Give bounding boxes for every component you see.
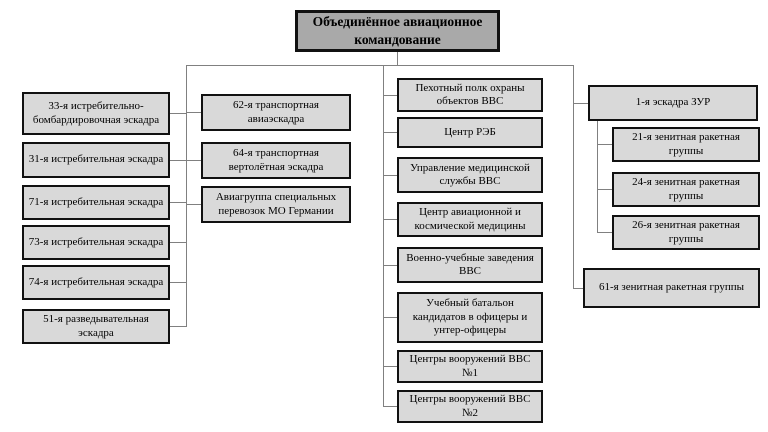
node-weapons-center-2 <box>397 390 543 423</box>
node-64-transport-helicopter-squadron <box>201 142 351 179</box>
connector-stub <box>383 366 397 367</box>
connector-stub <box>597 144 612 145</box>
connector-stub <box>573 288 583 289</box>
connector-stub <box>383 317 397 318</box>
connector-spine-left <box>186 65 187 327</box>
node-label: Пехотный полк охраны объектов ВВС <box>415 81 525 107</box>
connector-spine-middle <box>383 65 384 407</box>
node-62-transport-squadron <box>201 94 351 131</box>
node-label: 33-я истребительно-бомбардировочная эскадра <box>32 100 160 126</box>
node-label: 73-я истребительная эскадра <box>28 235 164 248</box>
connector-stub <box>383 95 397 96</box>
node-label: 21-я зенитная ракетная группы <box>632 131 740 157</box>
node-label: 64-я транспортная вертолётная эскадра <box>228 147 324 173</box>
connector-stub <box>186 160 201 161</box>
node-label: 26-я зенитная ракетная группы <box>632 219 740 245</box>
node-medical-service-directorate <box>397 157 543 193</box>
connector-stub <box>383 132 397 133</box>
node-joint-aviation-command <box>295 10 500 52</box>
node-label: 1-я эскадра ЗУР <box>635 96 711 109</box>
node-special-transport-group <box>201 186 351 223</box>
connector-stub <box>597 232 612 233</box>
connector-stub <box>597 189 612 190</box>
node-label: Центры вооружений ВВС №1 <box>409 353 531 379</box>
node-label: Центры вооружений ВВС №2 <box>409 393 531 419</box>
connector-stub <box>170 282 186 283</box>
connector-stub <box>573 103 588 104</box>
node-1-sam-squadron <box>588 85 758 121</box>
node-31-fighter-squadron <box>22 142 170 178</box>
node-label: 51-я разведывательная эскадра <box>43 313 149 339</box>
connector-spine-sam <box>597 121 598 233</box>
node-infantry-guard-regiment <box>397 78 543 112</box>
node-label: Объединённое авиационное командование <box>312 13 483 47</box>
node-label: Центр авиационной и космической медицины <box>414 206 526 232</box>
node-74-fighter-squadron <box>22 265 170 300</box>
connector-stub <box>186 112 201 113</box>
connector-root-drop <box>397 52 398 65</box>
connector-stub <box>383 406 397 407</box>
node-21-sam-group <box>612 127 760 162</box>
node-61-sam-group <box>583 268 760 308</box>
node-label: Военно-учебные заведения ВВС <box>406 251 534 277</box>
node-aviation-space-medicine-center <box>397 202 543 237</box>
connector-stub <box>170 242 186 243</box>
node-military-schools <box>397 247 543 283</box>
connector-stub <box>383 265 397 266</box>
node-label: Учебный батальон кандидатов в офицеры и унтер-офицеры <box>412 297 528 337</box>
connector-spine-right <box>573 65 574 288</box>
connector-stub <box>170 202 186 203</box>
node-label: 74-я истребительная эскадра <box>28 275 164 288</box>
connector-main-rail <box>186 65 573 66</box>
node-officer-candidate-battalion <box>397 292 543 343</box>
node-ew-center <box>397 117 543 148</box>
node-71-fighter-squadron <box>22 185 170 220</box>
connector-stub <box>383 219 397 220</box>
node-label: Управление медицинской службы ВВС <box>410 161 530 187</box>
node-weapons-center-1 <box>397 350 543 383</box>
node-51-recon-squadron <box>22 309 170 344</box>
node-33-fighter-bomber-squadron <box>22 92 170 135</box>
node-label: 62-я транспортная авиаэскадра <box>233 99 319 125</box>
connector-stub <box>383 175 397 176</box>
node-label: 61-я зенитная ракетная группы <box>598 281 745 294</box>
node-label: Авиагруппа специальных перевозок МО Германии <box>215 191 337 217</box>
node-label: 24-я зенитная ракетная группы <box>632 176 740 202</box>
node-label: 71-я истребительная эскадра <box>28 195 164 208</box>
connector-stub <box>186 204 201 205</box>
connector-stub <box>170 113 186 114</box>
node-73-fighter-squadron <box>22 225 170 260</box>
node-label: Центр РЭБ <box>444 125 496 138</box>
node-24-sam-group <box>612 172 760 207</box>
node-26-sam-group <box>612 215 760 250</box>
connector-stub <box>170 160 186 161</box>
connector-stub <box>170 326 186 327</box>
node-label: 31-я истребительная эскадра <box>28 153 164 166</box>
